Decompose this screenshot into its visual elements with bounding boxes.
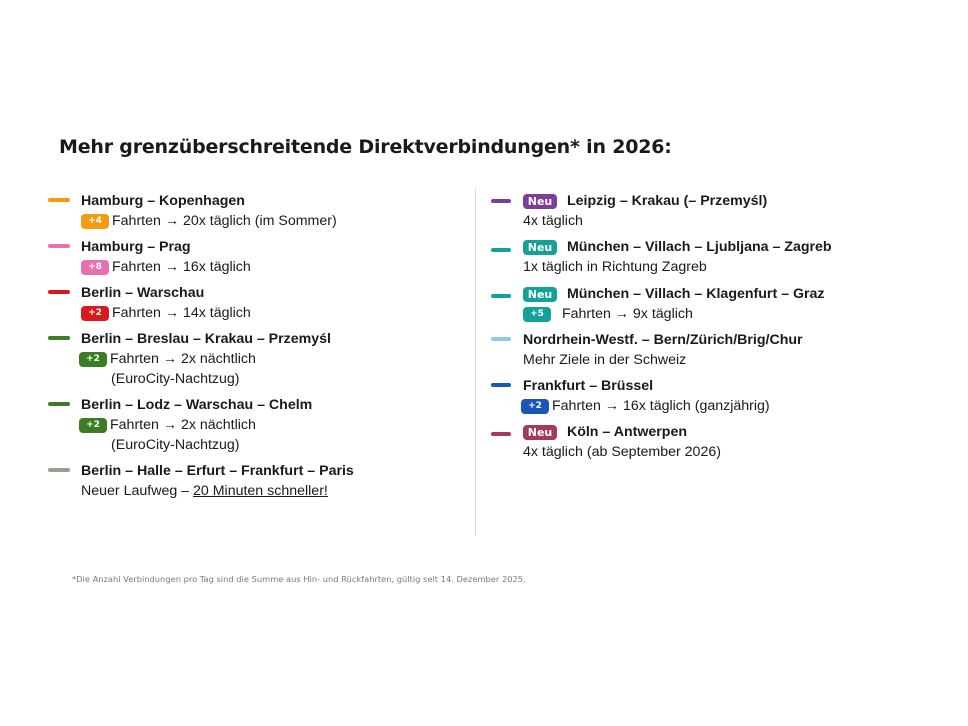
route-label: München – Villach – Ljubljana – Zagreb — [566, 239, 832, 255]
detail-text: Fahrten → 16x täglich (ganzjährig) — [552, 398, 770, 414]
line-color-marker — [491, 294, 511, 298]
route-entry-nrw-schweiz — [491, 330, 803, 370]
route-entry-frankfurt-bruessel — [491, 376, 770, 416]
route-entry-berlin-breslau-krakau-przemysl — [48, 329, 331, 389]
new-badge: Neu — [523, 425, 557, 440]
route-entry-muenchen-klagenfurt-graz — [491, 284, 825, 324]
detail-text: Fahrten → 16x täglich — [112, 259, 251, 275]
route-label: Leipzig – Krakau (– Przemyśl) — [566, 193, 768, 209]
detail-text-line-2: (EuroCity-Nachtzug) — [111, 371, 240, 387]
line-color-marker — [48, 290, 70, 294]
new-badge: Neu — [523, 194, 557, 209]
increase-badge: +2 — [79, 418, 107, 433]
increase-badge: +5 — [523, 307, 551, 322]
route-name: Berlin – Halle – Erfurt – Frankfurt – Paris — [81, 463, 354, 479]
line-color-marker — [48, 468, 70, 472]
new-badge: Neu — [523, 240, 557, 255]
line-color-marker — [48, 244, 70, 248]
route-detail — [81, 481, 354, 501]
route-detail — [81, 211, 337, 231]
route-name: Hamburg – Prag — [81, 239, 191, 255]
route-detail — [81, 257, 251, 277]
increase-badge: +8 — [81, 260, 109, 275]
highlight-text: 20 Minuten schneller! — [193, 483, 328, 499]
new-badge: Neu — [523, 287, 557, 302]
line-color-marker — [48, 336, 70, 340]
route-name — [523, 422, 721, 442]
route-entry-leipzig-krakau — [491, 191, 767, 231]
route-name: Frankfurt – Brüssel — [523, 378, 654, 394]
route-detail — [79, 415, 312, 435]
page-title: Mehr grenzüberschreitende Direktverbindungen* in 2026: — [59, 136, 672, 158]
route-name — [523, 191, 767, 211]
route-detail: 1x täglich in Richtung Zagreb — [523, 259, 707, 275]
line-color-marker — [491, 337, 511, 341]
column-divider — [475, 188, 476, 536]
detail-text: Neuer Laufweg – — [81, 483, 193, 499]
route-detail — [81, 303, 251, 323]
route-entry-berlin-warschau — [48, 283, 251, 323]
detail-text-line-2: (EuroCity-Nachtzug) — [111, 437, 240, 453]
route-name: Berlin – Lodz – Warschau – Chelm — [81, 397, 313, 413]
route-entry-berlin-lodz-warschau-chelm — [48, 395, 312, 455]
line-color-marker — [491, 383, 511, 387]
route-name — [523, 237, 832, 257]
route-detail: Mehr Ziele in der Schweiz — [523, 352, 687, 368]
route-detail: 4x täglich — [523, 213, 583, 229]
footnote: *Die Anzahl Verbindungen pro Tag sind die Summe aus Hin- und Rückfahrten, gültig seit 14. Dezember 2025. — [72, 574, 526, 584]
route-detail — [79, 349, 331, 369]
line-color-marker — [48, 402, 70, 406]
line-color-marker — [491, 248, 511, 252]
detail-text: Fahrten → 2x nächtlich — [110, 351, 256, 367]
route-detail — [523, 304, 825, 324]
route-label: München – Villach – Klagenfurt – Graz — [566, 286, 825, 302]
route-detail — [521, 396, 770, 416]
route-detail: 4x täglich (ab September 2026) — [523, 444, 721, 460]
line-color-marker — [491, 432, 511, 436]
route-name: Hamburg – Kopenhagen — [81, 193, 245, 209]
route-name: Berlin – Breslau – Krakau – Przemyśl — [81, 331, 331, 347]
route-name — [523, 284, 825, 304]
detail-text: Fahrten → 9x täglich — [561, 306, 693, 322]
increase-badge: +2 — [81, 306, 109, 321]
route-entry-hamburg-prag — [48, 237, 251, 277]
route-entry-koeln-antwerpen — [491, 422, 721, 462]
route-name: Nordrhein-Westf. – Bern/Zürich/Brig/Chur — [523, 332, 803, 348]
detail-text: Fahrten → 20x täglich (im Sommer) — [112, 213, 337, 229]
route-entry-berlin-halle-erfurt-frankfurt-paris — [48, 461, 354, 501]
detail-text: Fahrten → 2x nächtlich — [110, 417, 256, 433]
route-label: Köln – Antwerpen — [566, 424, 688, 440]
line-color-marker — [48, 198, 70, 202]
route-entry-muenchen-ljubljana-zagreb — [491, 237, 832, 277]
route-name: Berlin – Warschau — [81, 285, 205, 301]
increase-badge: +4 — [81, 214, 109, 229]
increase-badge: +2 — [79, 352, 107, 367]
route-entry-hamburg-kopenhagen — [48, 191, 337, 231]
increase-badge: +2 — [521, 399, 549, 414]
detail-text: Fahrten → 14x täglich — [112, 305, 251, 321]
line-color-marker — [491, 199, 511, 203]
